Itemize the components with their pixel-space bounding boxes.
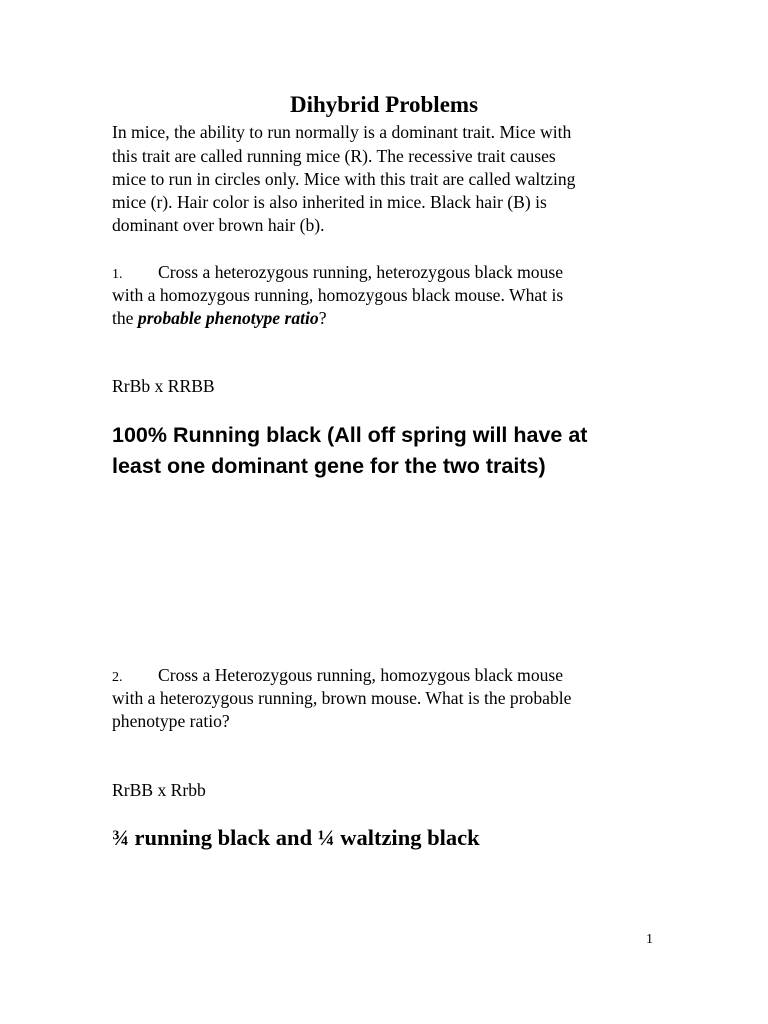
page-number: 1 [646,932,653,947]
problem-1-answer-line-1: 100% Running black (All off spring will have at [112,423,588,447]
problem-1-text-1: Cross a heterozygous running, heterozygous black mouse [158,262,564,282]
problem-2-number: 2. [112,670,123,685]
problem-1-line-2: with a homozygous running, homozygous black mouse. What is [112,285,564,305]
intro-line-3: mice to run in circles only. Mice with this trait are called waltzing [112,169,576,189]
problem-1-emphasis: probable phenotype ratio [137,308,319,328]
problem-1-answer-line-2: least one dominant gene for the two traits) [112,454,546,478]
problem-1-number: 1. [112,267,123,282]
problem-1-line-3-prefix: the [112,308,138,328]
problem-2-cross: RrBB x Rrbb [112,780,206,800]
intro-line-1: In mice, the ability to run normally is a dominant trait. Mice with [112,122,572,142]
problem-2-answer: ¾ running black and ¼ waltzing black [112,825,480,850]
intro-line-2: this trait are called running mice (R). The recessive trait causes [112,146,556,166]
problem-1-line-3 [112,307,327,329]
problem-2-line-3: phenotype ratio? [112,711,230,731]
problem-1-line-3-suffix: ? [318,308,327,328]
problem-1-line-1 [112,261,563,286]
problem-2-line-2: with a heterozygous running, brown mouse. What is the probable [112,688,572,708]
intro-line-5: dominant over brown hair (b). [112,215,325,235]
document-title: Dihybrid Problems [289,92,479,117]
problem-1-cross: RrBb x RRBB [112,376,215,396]
problem-2-line-1 [112,664,563,689]
problem-2-text-1: Cross a Heterozygous running, homozygous black mouse [158,665,564,685]
intro-line-4: mice (r). Hair color is also inherited in mice. Black hair (B) is [112,192,547,212]
